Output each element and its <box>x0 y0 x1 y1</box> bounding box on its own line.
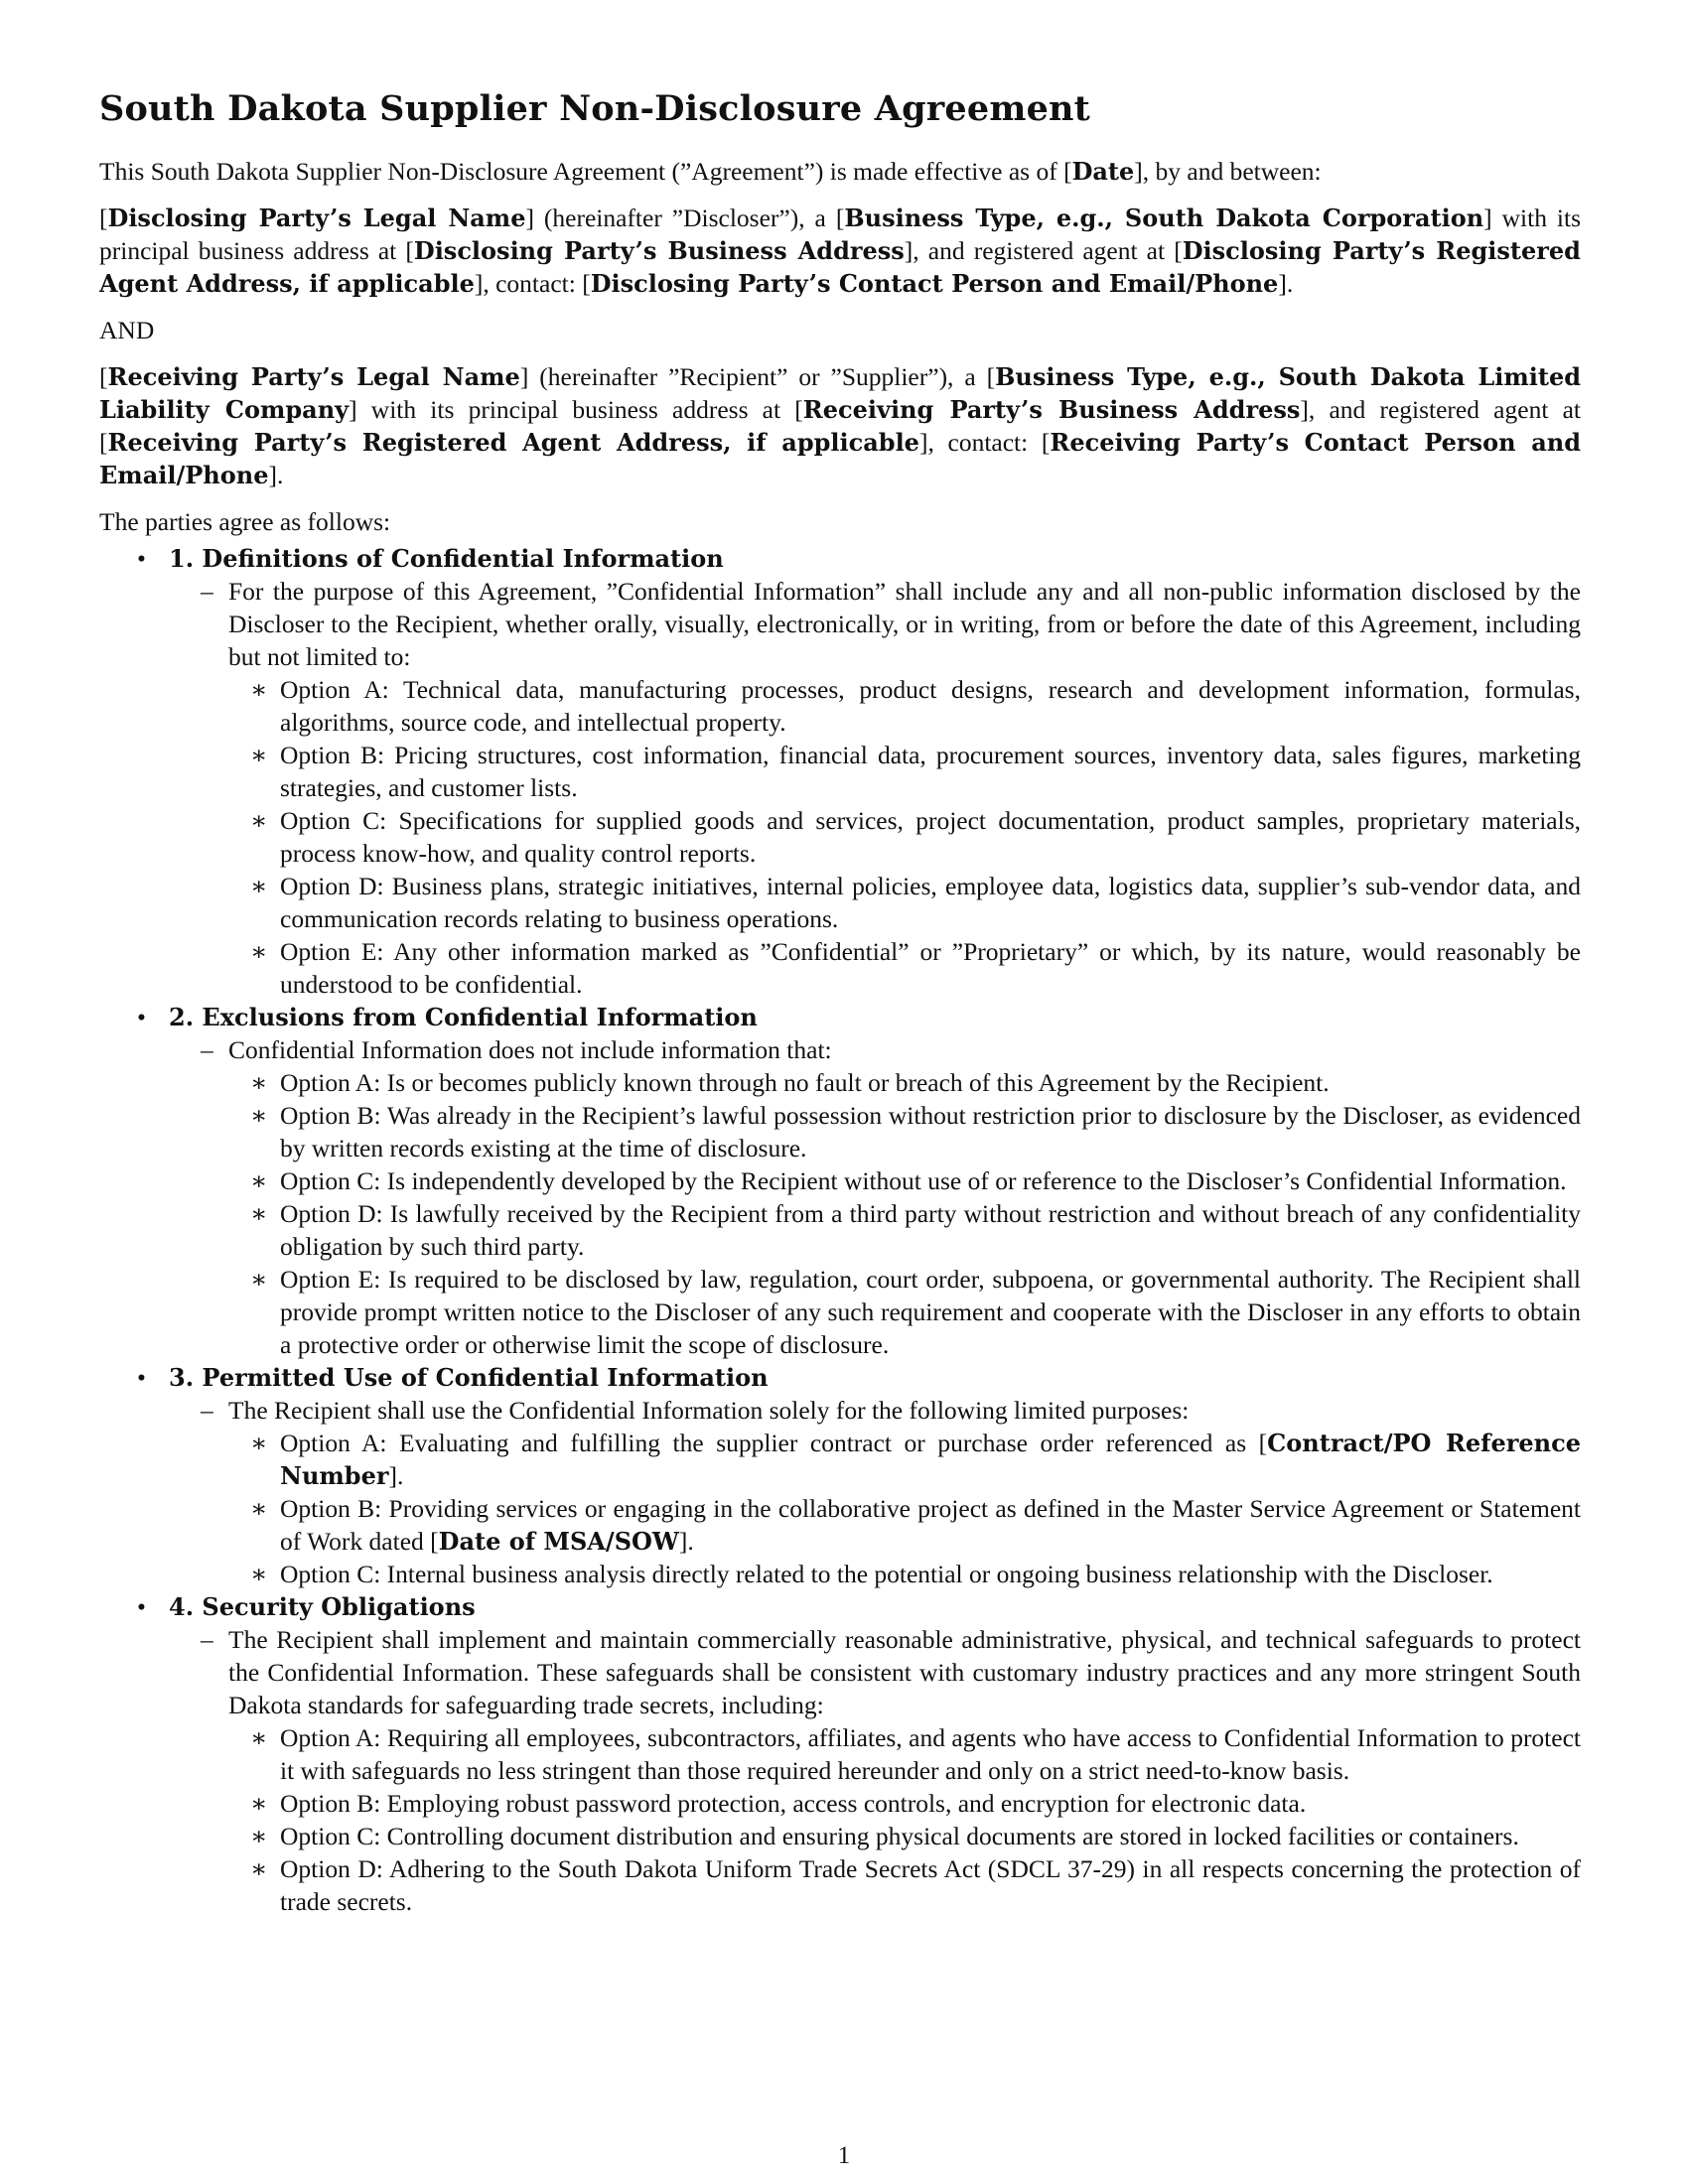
section-1 <box>99 542 1581 1001</box>
asterisk-icon: ∗ <box>250 1789 268 1818</box>
asterisk-icon: ∗ <box>250 1101 268 1130</box>
option-item <box>99 1492 1581 1558</box>
document-page <box>99 87 1581 1918</box>
recipient-name-placeholder: Receiving Party’s Legal Name <box>107 362 520 391</box>
option-text: Option D: Is lawfully received by the Recipient from a third party without restriction and without breach of any confidentiality obligation by such third party. <box>280 1199 1581 1261</box>
discloser-text-5: ]. <box>1278 269 1294 298</box>
section-lead <box>99 1394 1581 1427</box>
discloser-open-bracket: [ <box>99 204 108 232</box>
section-lead <box>99 575 1581 673</box>
option-item <box>99 739 1581 804</box>
option-item <box>99 1721 1581 1787</box>
section-2 <box>99 1001 1581 1361</box>
asterisk-icon: ∗ <box>250 872 268 900</box>
option-text: Option A: Is or becomes publicly known through no fault or breach of this Agreement by the Recipient. <box>280 1068 1330 1097</box>
asterisk-icon: ∗ <box>250 1854 268 1883</box>
section-lead <box>99 1623 1581 1721</box>
recipient-paragraph <box>99 360 1581 491</box>
option-text: Option D: Adhering to the South Dakota Uniform Trade Secrets Act (SDCL 37-29) in all respects concerning the protection of trade secrets. <box>280 1854 1581 1916</box>
asterisk-icon: ∗ <box>250 675 268 704</box>
section-lead-text: Confidential Information does not include information that: <box>228 1035 832 1064</box>
asterisk-icon: ∗ <box>250 1560 268 1588</box>
discloser-address-placeholder: Disclosing Party’s Business Address <box>413 236 905 265</box>
section-heading <box>99 542 1581 575</box>
option-text: Option B: Pricing structures, cost information, financial data, procurement sources, inventory data, sales figures, marketing strategies, and customer lists. <box>280 741 1581 802</box>
option-placeholder: Date of MSA/SOW <box>438 1527 679 1556</box>
and-separator: AND <box>99 316 155 344</box>
option-text: Option E: Any other information marked as ”Confidential” or ”Proprietary” or which, by its nature, would reasonably be understood to be confidential. <box>280 937 1581 999</box>
option-placeholder: Contract/PO Reference Number <box>280 1429 1581 1490</box>
recipient-text-1: ] (hereinafter ”Recipient” or ”Supplier”), a [ <box>519 362 996 391</box>
recipient-agent-placeholder: Receiving Party’s Registered Agent Address, if applicable <box>107 428 919 457</box>
section-title: 1. Definitions of Confidential Information <box>169 544 724 573</box>
recipient-address-placeholder: Receiving Party’s Business Address <box>802 395 1301 424</box>
intro-text-post: ], by and between: <box>1134 157 1322 186</box>
dash-icon: – <box>201 1625 213 1654</box>
option-text: Option C: Specifications for supplied goods and services, project documentation, product samples, proprietary materials, process know-how, and quality control reports. <box>280 806 1581 868</box>
section-heading <box>99 1001 1581 1033</box>
dash-icon: – <box>201 577 213 606</box>
option-text: Option A: Evaluating and fulfilling the supplier contract or purchase order referenced as [ <box>280 1429 1268 1457</box>
discloser-paragraph <box>99 202 1581 300</box>
option-item <box>99 1558 1581 1590</box>
agree-paragraph: The parties agree as follows: <box>99 507 391 536</box>
asterisk-icon: ∗ <box>250 806 268 835</box>
bullet-icon: • <box>137 1003 146 1031</box>
discloser-type-placeholder: Business Type, e.g., South Dakota Corporation <box>844 204 1484 232</box>
section-lead-text: For the purpose of this Agreement, ”Confidential Information” shall include any and all non-public information disclosed by the Discloser to the Recipient, whether orally, visually, electronically, or in writing, from or before the date of this Agreement, including but not limited to: <box>228 577 1581 671</box>
recipient-text-5: ]. <box>268 461 284 489</box>
option-item <box>99 804 1581 870</box>
option-text-end: ]. <box>388 1461 404 1490</box>
option-text: Option E: Is required to be disclosed by law, regulation, court order, subpoena, or governmental authority. The Recipient shall provide prompt written notice to the Discloser of any such requirement and cooperate with the Discloser in any efforts to obtain a protective order or otherwise limit the scope of disclosure. <box>280 1265 1581 1359</box>
option-text: Option B: Providing services or engaging in the collaborative project as defined in the Master Service Agreement or Statement of Work dated [ <box>280 1494 1581 1556</box>
document-title: South Dakota Supplier Non-Disclosure Agreement <box>99 88 1091 129</box>
section-lead <box>99 1033 1581 1066</box>
date-placeholder: Date <box>1071 157 1135 186</box>
asterisk-icon: ∗ <box>250 1723 268 1752</box>
option-item <box>99 1066 1581 1099</box>
option-text-end: ]. <box>678 1527 694 1556</box>
option-text: Option A: Requiring all employees, subcontractors, affiliates, and agents who have access to Confidential Information to protect it with safeguards no less stringent than those required hereunder and only on a strict need-to-know basis. <box>280 1723 1581 1785</box>
bullet-icon: • <box>137 544 146 573</box>
discloser-text-1: ] (hereinafter ”Discloser”), a [ <box>525 204 845 232</box>
option-text: Option A: Technical data, manufacturing processes, product designs, research and development information, formulas, algorithms, source code, and intellectual property. <box>280 675 1581 737</box>
option-item <box>99 1197 1581 1263</box>
discloser-contact-placeholder: Disclosing Party’s Contact Person and Email/Phone <box>590 269 1279 298</box>
option-text: Option C: Controlling document distribution and ensuring physical documents are stored in locked facilities or containers. <box>280 1822 1519 1850</box>
option-item <box>99 1427 1581 1492</box>
recipient-contact-placeholder: Receiving Party’s Contact Person and Email/Phone <box>99 428 1581 489</box>
option-item <box>99 1263 1581 1361</box>
discloser-text-2: ] with its principal business address at [ <box>99 204 1582 265</box>
intro-paragraph <box>99 155 1581 188</box>
option-item <box>99 935 1581 1001</box>
asterisk-icon: ∗ <box>250 1199 268 1228</box>
sections-list <box>99 542 1581 1918</box>
option-item <box>99 1787 1581 1820</box>
option-text: Option C: Internal business analysis directly related to the potential or ongoing business relationship with the Discloser. <box>280 1560 1493 1588</box>
discloser-agent-placeholder: Disclosing Party’s Registered Agent Address, if applicable <box>99 236 1581 298</box>
option-item <box>99 1164 1581 1197</box>
section-heading <box>99 1590 1581 1623</box>
option-text: Option B: Employing robust password protection, access controls, and encryption for electronic data. <box>280 1789 1307 1818</box>
section-4 <box>99 1590 1581 1918</box>
bullet-icon: • <box>137 1363 146 1392</box>
section-title: 2. Exclusions from Confidential Information <box>169 1003 758 1031</box>
option-item <box>99 870 1581 935</box>
section-lead-text: The Recipient shall use the Confidential Information solely for the following limited purposes: <box>228 1396 1190 1425</box>
section-title: 3. Permitted Use of Confidential Information <box>169 1363 769 1392</box>
discloser-text-4: ], contact: [ <box>474 269 591 298</box>
asterisk-icon: ∗ <box>250 1429 268 1457</box>
recipient-open-bracket: [ <box>99 362 108 391</box>
asterisk-icon: ∗ <box>250 741 268 769</box>
option-text: Option C: Is independently developed by the Recipient without use of or reference to the Discloser’s Confidential Information. <box>280 1166 1567 1195</box>
dash-icon: – <box>201 1396 213 1425</box>
recipient-text-2: ] with its principal business address at [ <box>349 395 803 424</box>
section-lead-text: The Recipient shall implement and maintain commercially reasonable administrative, physical, and technical safeguards to protect the Confidential Information. These safeguards shall be consistent with customary industry practices and any more stringent South Dakota standards for safeguarding trade secrets, including: <box>228 1625 1581 1719</box>
asterisk-icon: ∗ <box>250 937 268 966</box>
recipient-text-3: ], and registered agent at [ <box>99 395 1581 457</box>
discloser-name-placeholder: Disclosing Party’s Legal Name <box>107 204 526 232</box>
option-item <box>99 1099 1581 1164</box>
section-title: 4. Security Obligations <box>169 1592 476 1621</box>
asterisk-icon: ∗ <box>250 1822 268 1850</box>
intro-text-pre: This South Dakota Supplier Non-Disclosure Agreement (”Agreement”) is made effective as of [ <box>99 157 1072 186</box>
asterisk-icon: ∗ <box>250 1068 268 1097</box>
dash-icon: – <box>201 1035 213 1064</box>
asterisk-icon: ∗ <box>250 1265 268 1294</box>
asterisk-icon: ∗ <box>250 1166 268 1195</box>
discloser-text-3: ], and registered agent at [ <box>904 236 1183 265</box>
option-text: Option B: Was already in the Recipient’s lawful possession without restriction prior to disclosure by the Discloser, as evidenced by written records existing at the time of disclosure. <box>280 1101 1581 1162</box>
recipient-text-4: ], contact: [ <box>918 428 1051 457</box>
section-3 <box>99 1361 1581 1590</box>
option-item <box>99 673 1581 739</box>
option-item <box>99 1852 1581 1918</box>
option-item <box>99 1820 1581 1852</box>
asterisk-icon: ∗ <box>250 1494 268 1523</box>
page-number: 1 <box>837 2142 851 2169</box>
option-text: Option D: Business plans, strategic initiatives, internal policies, employee data, logistics data, supplier’s sub-vendor data, and communication records relating to business operations. <box>280 872 1581 933</box>
recipient-type-placeholder: Business Type, e.g., South Dakota Limited Liability Company <box>99 362 1581 424</box>
bullet-icon: • <box>137 1592 146 1621</box>
section-heading <box>99 1361 1581 1394</box>
